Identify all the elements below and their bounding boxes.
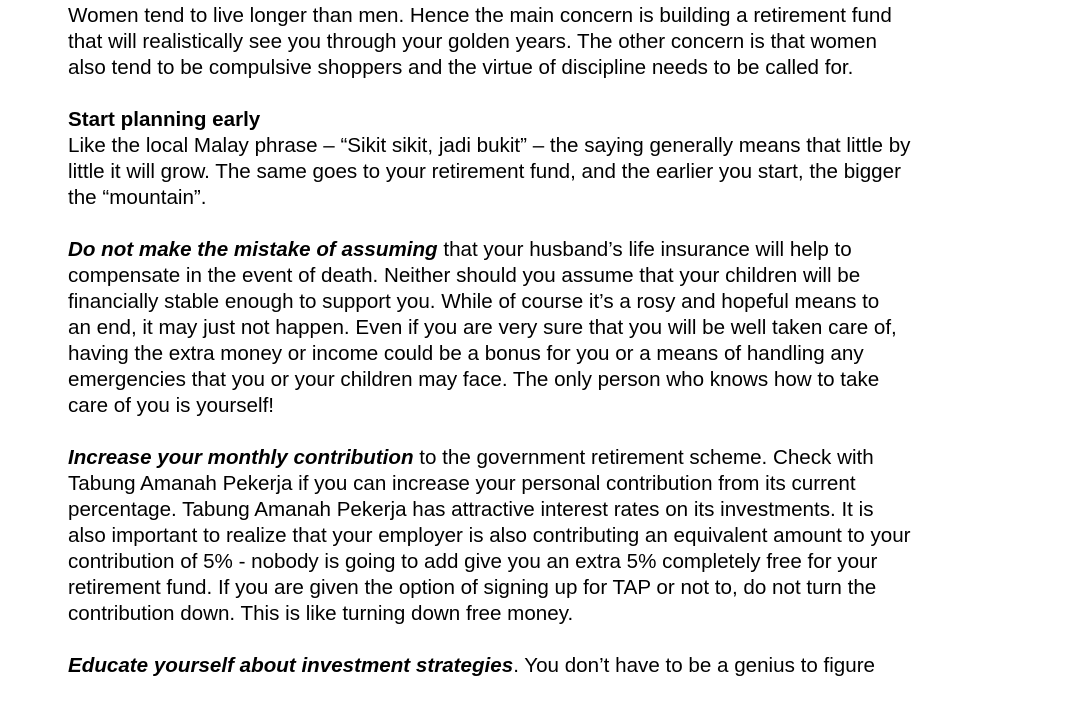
section-body: Like the local Malay phrase – “Sikit sikit, jadi bukit” – the saying generally means that little by little it will grow. The same goes to your retirement fund, and the earlier you start, the bigger the “mountain”.: [68, 134, 911, 209]
section-body: that your husband’s life insurance will help to compensate in the event of death. Neither should you assume that your children will be financially stable enough to support you. While of course it’s a rosy and hopeful means to an end, it may just not happen. Even if you are very sure that you will be well taken care of, having the extra money or income could be a bonus for you or a means of handling any emergencies that you or your children may face. The only person who knows how to take care of you is yourself!: [68, 238, 897, 417]
intro-paragraph: [68, 3, 1048, 81]
section-start-planning: [68, 107, 1048, 211]
document-page: [68, 3, 1048, 705]
section-lead: Do not make the mistake of assuming: [68, 238, 438, 261]
section-increase-contribution: [68, 445, 1048, 627]
intro-text: Women tend to live longer than men. Hence the main concern is building a retirement fund that will realistically see you through your golden years. The other concern is that women also tend to be compulsive shoppers and the virtue of discipline needs to be called for.: [68, 4, 892, 79]
section-lead: Educate yourself about investment strategies: [68, 654, 514, 677]
section-educate-yourself: [68, 653, 1048, 679]
section-do-not-assume: [68, 237, 1048, 419]
section-heading: Start planning early: [68, 108, 261, 131]
section-body: . You don’t have to be a genius to figure: [513, 654, 876, 677]
section-body: to the government retirement scheme. Check with Tabung Amanah Pekerja if you can increase your personal contribution from its current percentage. Tabung Amanah Pekerja has attractive interest rates on its investments. It is also important to realize that your employer is also contributing an equivalent amount to your contribution of 5% - nobody is going to add give you an extra 5% completely free for your retirement fund. If you are given the option of signing up for TAP or not to, do not turn the contribution down. This is like turning down free money.: [68, 446, 911, 625]
section-lead: Increase your monthly contribution: [68, 446, 414, 469]
